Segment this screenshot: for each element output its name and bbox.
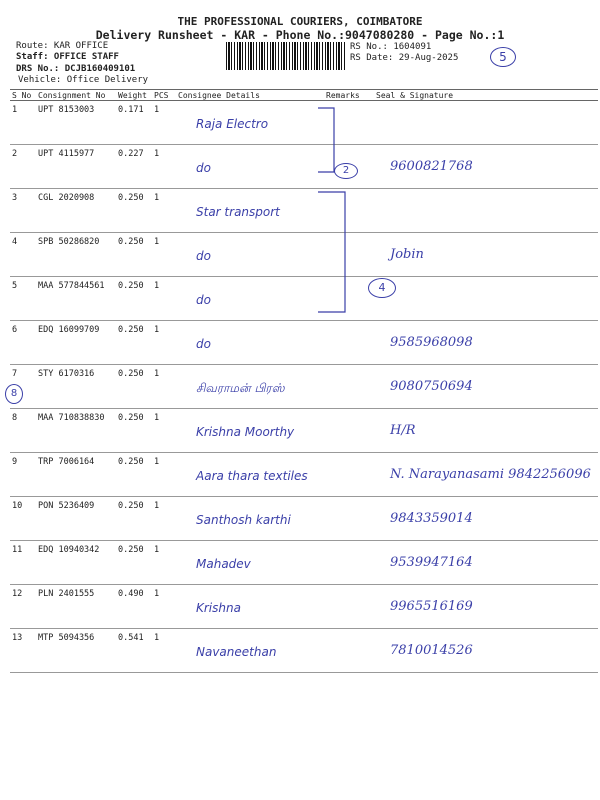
- col-sno: S No: [10, 90, 36, 101]
- row-weight: 0.250: [116, 541, 152, 585]
- col-consignee: Consignee Details: [176, 90, 324, 101]
- signature-handwriting: 9965516169: [390, 599, 473, 614]
- row-pcs: 1: [152, 585, 176, 629]
- consignee-handwriting: Mahadev: [196, 557, 251, 571]
- consignee-handwriting: சிவராமன் பிரஸ்: [196, 381, 285, 395]
- row-weight: 0.250: [116, 189, 152, 233]
- row-consignment-no: EDQ 16099709: [36, 321, 116, 365]
- page-mark-circle: 5: [490, 47, 516, 67]
- row-sno: 3: [10, 189, 36, 233]
- row-consignment-no: EDQ 10940342: [36, 541, 116, 585]
- row-pcs: 1: [152, 541, 176, 585]
- row-sno: 2: [10, 145, 36, 189]
- row-weight: 0.490: [116, 585, 152, 629]
- row-weight: 0.250: [116, 453, 152, 497]
- row-consignment-no: MAA 710838830: [36, 409, 116, 453]
- row-consignment-no: STY 6170316: [36, 365, 116, 409]
- row-consignment-no: UPT 4115977: [36, 145, 116, 189]
- row-pcs: 1: [152, 321, 176, 365]
- consignee-handwriting: Star transport: [196, 205, 280, 219]
- row-consignment-no: MAA 577844561: [36, 277, 116, 321]
- row-weight: 0.250: [116, 233, 152, 277]
- consignee-handwriting: Krishna: [196, 601, 241, 615]
- route-label: Route: KAR OFFICE: [16, 41, 109, 51]
- row-circle-8: 8: [5, 384, 23, 404]
- row-weight: 0.227: [116, 145, 152, 189]
- row-consignment-no: TRP 7006164: [36, 453, 116, 497]
- remark-circle-2: 2: [334, 163, 358, 179]
- row-sno: 5: [10, 277, 36, 321]
- row-consignment-no: SPB 50286820: [36, 233, 116, 277]
- consignee-handwriting: Santhosh karthi: [196, 513, 291, 527]
- consignee-handwriting: Raja Electro: [196, 117, 269, 131]
- row-weight: 0.171: [116, 101, 152, 145]
- remark-circle-4: 4: [368, 278, 396, 298]
- col-seal-signature: Seal & Signature: [374, 90, 598, 101]
- row-pcs: 1: [152, 101, 176, 145]
- row-sno: 9: [10, 453, 36, 497]
- signature-handwriting: H/R: [390, 423, 416, 438]
- consignee-handwriting: Krishna Moorthy: [196, 425, 295, 439]
- staff-label: Staff: OFFICE STAFF: [16, 52, 119, 62]
- signature-handwriting: 7810014526: [390, 643, 473, 658]
- row-weight: 0.250: [116, 409, 152, 453]
- row-sno: 13: [10, 629, 36, 673]
- company-title: THE PROFESSIONAL COURIERS, COIMBATORE: [177, 15, 423, 28]
- vehicle-label: Vehicle: Office Delivery: [18, 75, 149, 85]
- col-remarks: Remarks: [324, 90, 374, 101]
- consignee-handwriting: do: [196, 249, 211, 263]
- consignee-handwriting: Aara thara textiles: [196, 469, 308, 483]
- row-pcs: 1: [152, 233, 176, 277]
- row-sno: 8: [10, 409, 36, 453]
- signature-handwriting: 9600821768: [390, 159, 473, 174]
- signature-handwriting: 9585968098: [390, 335, 473, 350]
- consignee-handwriting: do: [196, 293, 211, 307]
- row-weight: 0.250: [116, 365, 152, 409]
- row-pcs: 1: [152, 365, 176, 409]
- row-consignment-no: UPT 8153003: [36, 101, 116, 145]
- signature-handwriting: N. Narayanasami 9842256096: [390, 467, 591, 482]
- row-consignment-no: MTP 5094356: [36, 629, 116, 673]
- consignee-handwriting: do: [196, 161, 211, 175]
- runsheet-subtitle: Delivery Runsheet - KAR - Phone No.:9047080280 - Page No.:1: [95, 28, 505, 42]
- row-pcs: 1: [152, 497, 176, 541]
- row-sno: 1: [10, 101, 36, 145]
- row-consignment-no: PON 5236409: [36, 497, 116, 541]
- signature-handwriting: 9539947164: [390, 555, 473, 570]
- row-weight: 0.250: [116, 321, 152, 365]
- signature-handwriting: Jobin: [390, 247, 424, 262]
- row-pcs: 1: [152, 453, 176, 497]
- row-sno: 6: [10, 321, 36, 365]
- drs-label: DRS No.: DCJB160409101: [16, 64, 136, 74]
- row-sno: 10: [10, 497, 36, 541]
- row-sno: 11: [10, 541, 36, 585]
- col-pcs: PCS: [152, 90, 176, 101]
- col-weight: Weight: [116, 90, 152, 101]
- consignee-handwriting: do: [196, 337, 211, 351]
- row-consignment-no: CGL 2020908: [36, 189, 116, 233]
- rs-number: RS No.: 1604091: [350, 42, 432, 52]
- row-pcs: 1: [152, 629, 176, 673]
- row-sno: 12: [10, 585, 36, 629]
- row-weight: 0.541: [116, 629, 152, 673]
- col-consignment: Consignment No: [36, 90, 116, 101]
- row-consignment-no: PLN 2401555: [36, 585, 116, 629]
- row-sno: 7: [10, 365, 36, 409]
- row-sno: 4: [10, 233, 36, 277]
- row-weight: 0.250: [116, 277, 152, 321]
- consignee-handwriting: Navaneethan: [196, 645, 277, 659]
- signature-handwriting: 9080750694: [390, 379, 473, 394]
- signature-handwriting: 9843359014: [390, 511, 473, 526]
- row-pcs: 1: [152, 189, 176, 233]
- row-pcs: 1: [152, 409, 176, 453]
- rs-date: RS Date: 29-Aug-2025: [350, 53, 459, 63]
- row-pcs: 1: [152, 277, 176, 321]
- row-weight: 0.250: [116, 497, 152, 541]
- row-pcs: 1: [152, 145, 176, 189]
